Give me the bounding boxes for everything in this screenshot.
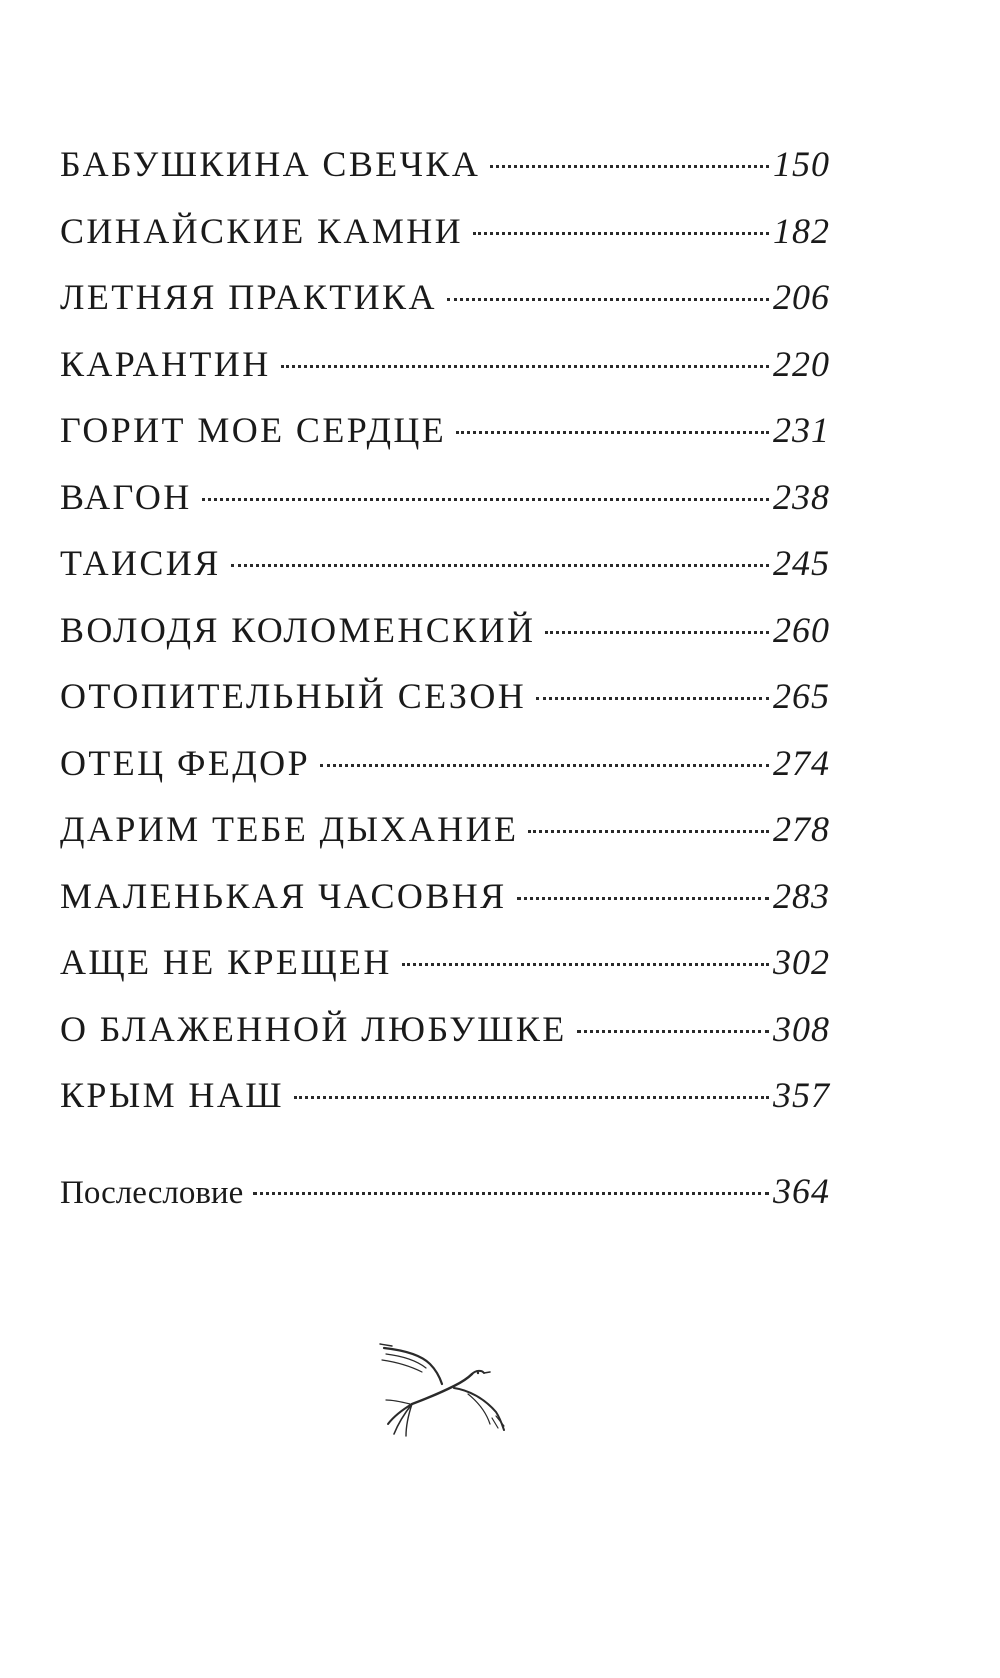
toc-entry[interactable] <box>60 476 830 543</box>
toc-entry[interactable] <box>60 1008 830 1075</box>
dot-leader <box>490 165 769 168</box>
toc-entry-page: 182 <box>773 210 830 251</box>
toc-entry-page: 206 <box>773 277 830 317</box>
dot-leader <box>253 1192 769 1195</box>
toc-entry-title: ТАИСИЯ <box>60 543 221 583</box>
toc-entry[interactable] <box>60 808 830 875</box>
toc-entry[interactable] <box>60 343 830 410</box>
dot-leader <box>402 963 769 966</box>
toc-entry-title: Послесловие <box>60 1175 244 1211</box>
toc-entry[interactable] <box>60 542 830 609</box>
dot-leader <box>447 298 769 301</box>
toc-entry-page: 231 <box>773 410 830 450</box>
toc-entry[interactable] <box>60 276 830 343</box>
toc-entry-page: 245 <box>773 543 830 583</box>
toc-entry-page: 357 <box>773 1075 830 1115</box>
toc-entry-page: 302 <box>773 942 830 982</box>
toc-entry-page: 364 <box>773 1171 830 1211</box>
toc-entry-title: ОТЕЦ ФЕДОР <box>60 742 310 783</box>
toc-entry[interactable] <box>60 675 830 742</box>
toc-entry-title: КРЫМ НАШ <box>60 1075 284 1115</box>
toc-entry-page: 265 <box>773 676 830 716</box>
table-of-contents <box>60 143 830 1141</box>
toc-entry-page: 274 <box>773 742 830 783</box>
toc-entry-title: ДАРИМ ТЕБЕ ДЫХАНИЕ <box>60 809 519 849</box>
toc-entry-title: ЛЕТНЯЯ ПРАКТИКА <box>60 277 437 317</box>
toc-entry-page: 238 <box>773 476 830 517</box>
toc-entry[interactable] <box>60 1074 830 1141</box>
dot-leader <box>231 564 769 567</box>
dot-leader <box>202 498 769 501</box>
dot-leader <box>517 897 769 900</box>
toc-entry-title: СИНАЙСКИЕ КАМНИ <box>60 210 464 251</box>
toc-entry-title: БАБУШКИНА СВЕЧКА <box>60 144 481 184</box>
dot-leader <box>545 631 769 634</box>
dot-leader <box>281 365 769 368</box>
toc-entry[interactable] <box>60 210 830 277</box>
toc-entry-title: ВОЛОДЯ КОЛОМЕНСКИЙ <box>60 609 536 650</box>
toc-entry-title: ГОРИТ МОЕ СЕРДЦЕ <box>60 410 447 450</box>
toc-entry[interactable] <box>60 143 830 210</box>
dot-leader <box>456 431 769 434</box>
toc-entry[interactable] <box>60 875 830 942</box>
toc-entry-page: 308 <box>773 1008 830 1049</box>
toc-entry-title: О БЛАЖЕННОЙ ЛЮБУШКЕ <box>60 1008 567 1049</box>
toc-entry[interactable] <box>60 742 830 809</box>
dove-icon <box>372 1340 522 1440</box>
toc-entry-title: ВАГОН <box>60 476 192 517</box>
dot-leader <box>536 697 769 700</box>
dot-leader <box>473 232 769 235</box>
dot-leader <box>577 1030 769 1033</box>
toc-entry-page: 260 <box>773 609 830 650</box>
toc-entry-title: ОТОПИТЕЛЬНЫЙ СЕЗОН <box>60 676 527 716</box>
toc-entry[interactable] <box>60 941 830 1008</box>
toc-entry-page: 220 <box>773 343 830 384</box>
toc-entry-page: 278 <box>773 809 830 849</box>
dot-leader <box>320 764 769 767</box>
toc-entry-afterword[interactable] <box>60 1170 830 1212</box>
toc-entry-page: 150 <box>773 144 830 184</box>
toc-entry-title: МАЛЕНЬКАЯ ЧАСОВНЯ <box>60 875 507 916</box>
toc-entry-title: АЩЕ НЕ КРЕЩЕН <box>60 942 392 982</box>
toc-entry-page: 283 <box>773 875 830 916</box>
dot-leader <box>294 1096 769 1099</box>
toc-entry[interactable] <box>60 609 830 676</box>
dot-leader <box>528 830 769 833</box>
toc-entry-title: КАРАНТИН <box>60 343 271 384</box>
toc-entry[interactable] <box>60 409 830 476</box>
